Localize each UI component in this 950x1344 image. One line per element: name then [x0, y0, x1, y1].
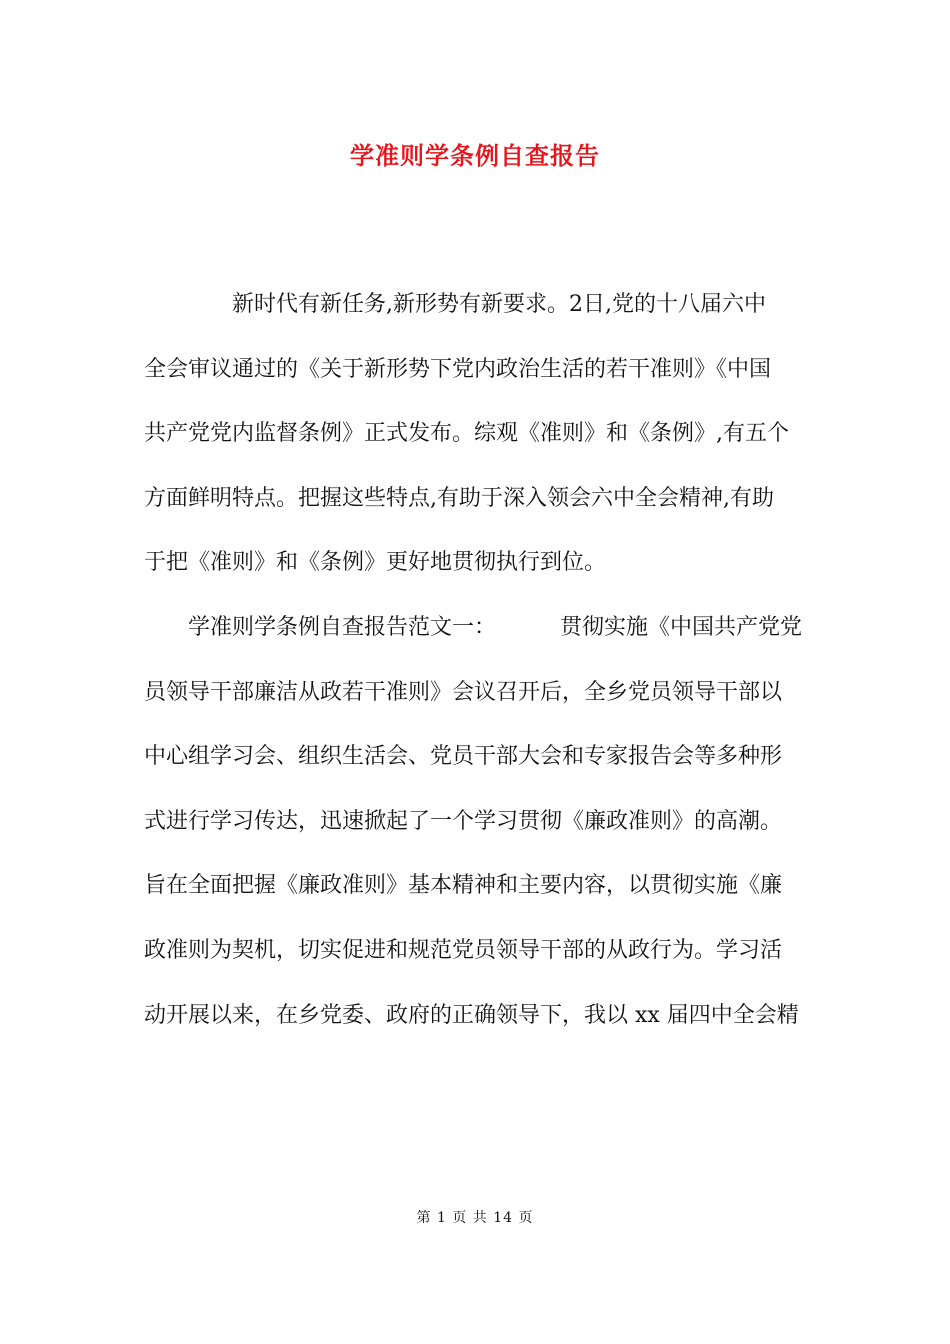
- paragraph-line: 共产党党内监督条例》正式发布。综观《准则》和《条例》,有五个: [144, 421, 789, 447]
- paragraph-line: 员领导干部廉洁从政若干准则》会议召开后，全乡党员领导干部以: [144, 679, 783, 705]
- paragraph-line: 于把《准则》和《条例》更好地贯彻执行到位。: [144, 550, 607, 576]
- document-title: 学准则学条例自查报告: [350, 142, 600, 170]
- paragraph-line: 旨在全面把握《廉政准则》基本精神和主要内容，以贯彻实施《廉: [144, 873, 783, 899]
- paragraph-line: 动开展以来，在乡党委、政府的正确领导下，我以 xx 届四中全会精: [144, 1002, 799, 1028]
- paragraph-line: 全会审议通过的《关于新形势下党内政治生活的若干准则》《中国: [144, 356, 772, 382]
- paragraph-line: 政准则为契机，切实促进和规范党员领导干部的从政行为。学习活: [144, 937, 783, 963]
- paragraph-text: 贯彻实施《中国共产党党: [560, 614, 803, 640]
- paragraph-line: 式进行学习传达，迅速掀起了一个学习贯彻《廉政准则》的高潮。: [144, 808, 783, 834]
- paragraph-line: [144, 596, 808, 661]
- page-footer: 第 1 页 共 14 页: [416, 1210, 534, 1226]
- section-heading: 学准则学条例自查报告范文一：: [188, 614, 497, 640]
- paragraph-line: 新时代有新任务,新形势有新要求。2日,党的十八届六中: [232, 292, 766, 317]
- paragraph-line: 方面鲜明特点。把握这些特点,有助于深入领会六中全会精神,有助: [144, 485, 774, 511]
- document-body: [144, 273, 808, 1048]
- paragraph-line: 中心组学习会、组织生活会、党员干部大会和专家报告会等多种形: [144, 744, 783, 770]
